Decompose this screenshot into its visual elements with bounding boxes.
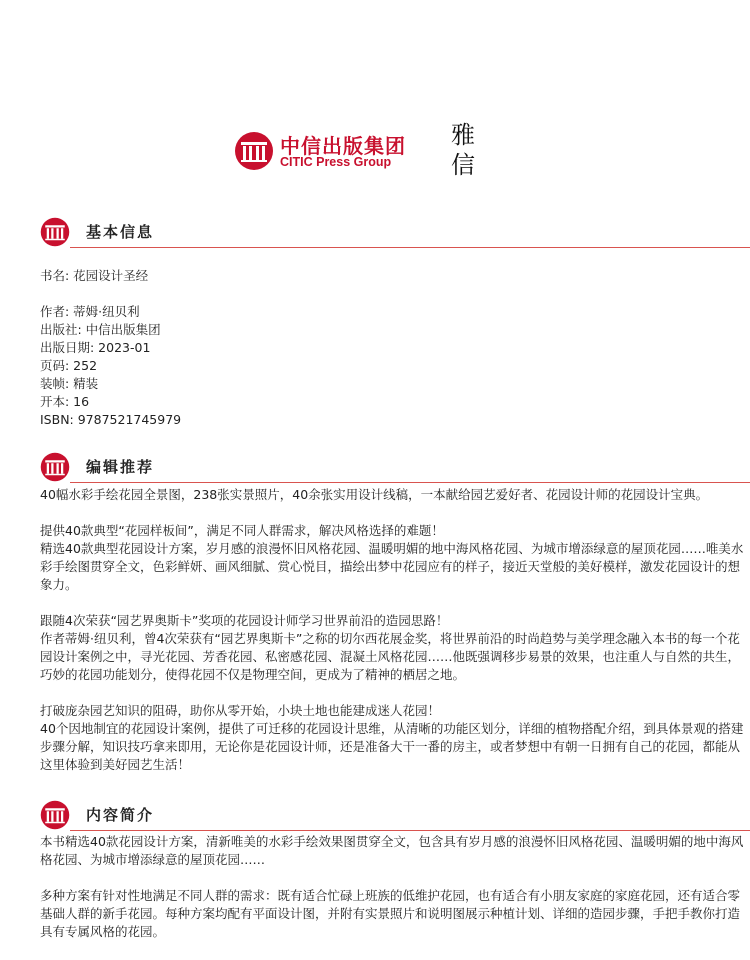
- intro-paragraph: 多种方案有针对性地满足不同人群的需求：既有适合忙碌上班族的低维护花园，也有适合有小朋友家庭的家庭花园，还有适合零基础人群的新手花园。每种方案均配有平面设计图，并附有实景照片和说明图展示种植计划、详细的造园步骤，手把手教你打造具有专属风格的花园。: [40, 888, 741, 939]
- imprint-mark: [448, 120, 478, 180]
- section-divider: [70, 247, 750, 248]
- citic-logo-icon: [40, 452, 70, 482]
- section-title: 编辑推荐: [86, 458, 155, 476]
- section-divider: [70, 830, 750, 831]
- imprint-char-2: 信: [451, 151, 475, 179]
- recommend-heading: 打破庞杂园艺知识的阻碍，助你从零开始，小块土地也能建成迷人花园！: [40, 703, 441, 718]
- book-isbn: ISBN: 9787521745979: [40, 412, 182, 427]
- recommend-heading: 提供40款典型“花园样板间”，满足不同人群需求，解决风格选择的难题！: [40, 523, 444, 538]
- editor-recommend-body: [40, 486, 744, 774]
- book-binding: 装帧: 精装: [40, 376, 99, 391]
- recommend-paragraph: 作者蒂姆·纽贝利，曾4次荣获有“园艺界奥斯卡”之称的切尔西花展金奖，将世界前沿的时尚趋势与美学理念融入本书的每一个花园设计案例之中，寻光花园、芳香花园、私密感花园、混凝土风格花园……他既强调移步易景的效果，也注重人与自然的共生，巧妙的花园功能划分，使得花园不仅是物理空间，更成为了精神的栖居之地。: [40, 631, 741, 682]
- book-name: 书名: 花园设计圣经: [40, 268, 149, 283]
- publisher-brand: [234, 128, 414, 174]
- recommend-paragraph: 40幅水彩手绘花园全景图，238张实景照片，40余张实用设计线稿，一本献给园艺爱好者、花园设计师的花园设计宝典。: [40, 487, 709, 502]
- section-header-editor-recommend: [40, 451, 750, 483]
- section-header-basic-info: [40, 216, 750, 248]
- book-pub-date: 出版日期: 2023-01: [40, 340, 151, 355]
- publisher-name-cn: 中信出版集团: [280, 134, 406, 158]
- book-format: 开本: 16: [40, 394, 90, 409]
- publisher-name-en: CITIC Press Group: [280, 155, 392, 169]
- section-header-content-intro: [40, 799, 750, 831]
- recommend-paragraph: 精选40款典型花园设计方案，岁月感的浪漫怀旧风格花园、温暖明媚的地中海风格花园、为城市增添绿意的屋顶花园……唯美水彩手绘图贯穿全文，色彩鲜妍、画风细腻、赏心悦目，描绘出梦中花园应有的样子，接近天堂般的美好模样，激发花园设计的想象力。: [40, 541, 744, 592]
- book-publisher: 出版社: 中信出版集团: [40, 322, 161, 337]
- basic-info-list: [40, 267, 744, 429]
- recommend-heading: 跟随4次荣获“园艺界奥斯卡”奖项的花园设计师学习世界前沿的造园思路！: [40, 613, 449, 628]
- citic-logo-icon: [40, 800, 70, 830]
- citic-logo-icon: [40, 217, 70, 247]
- imprint-char-1: 雅: [451, 121, 475, 149]
- book-author: 作者: 蒂姆·纽贝利: [40, 304, 140, 319]
- section-title: 基本信息: [86, 223, 155, 241]
- recommend-paragraph: 40个因地制宜的花园设计案例，提供了可迁移的花园设计思维，从清晰的功能区划分，详细的植物搭配介绍，到具体景观的搭建步骤分解，知识技巧拿来即用，无论你是花园设计师，还是准备大干一番的房主，或者梦想中有朝一日拥有自己的花园，都能从这里体验到美好园艺生活！: [40, 721, 744, 772]
- intro-paragraph: 本书精选40款花园设计方案，清新唯美的水彩手绘效果图贯穿全文，包含具有岁月感的浪漫怀旧风格花园、温暖明媚的地中海风格花园、为城市增添绿意的屋顶花园……: [40, 834, 744, 867]
- book-pages: 页码: 252: [40, 358, 98, 373]
- citic-logo-icon: [234, 131, 274, 171]
- content-intro-body: [40, 833, 744, 941]
- section-divider: [70, 482, 750, 483]
- section-title: 内容简介: [86, 806, 155, 824]
